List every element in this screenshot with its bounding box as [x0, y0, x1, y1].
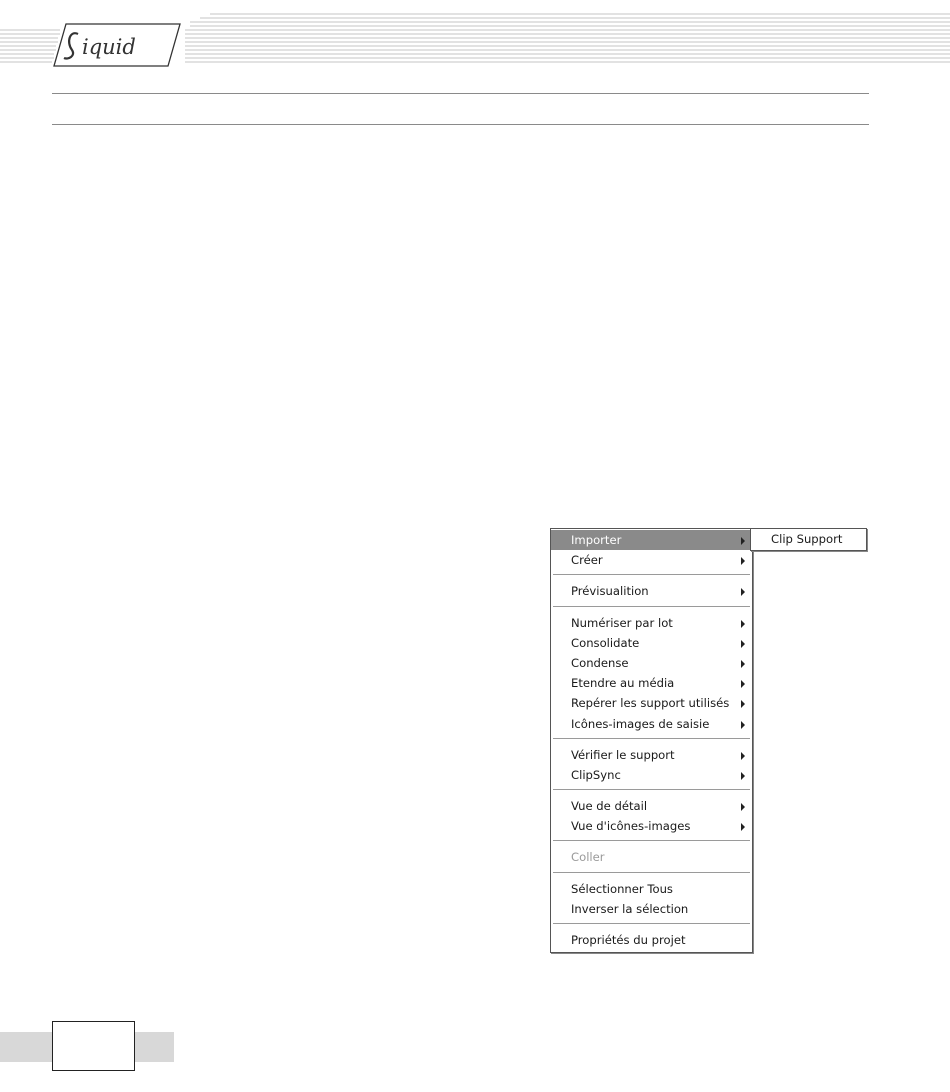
menu-separator [553, 872, 750, 874]
menu-separator [553, 923, 750, 925]
second-rule [52, 124, 869, 125]
menu-separator [553, 738, 750, 740]
menu-item-vue-de-detail[interactable] [551, 796, 752, 816]
menu-item-numeriser-par-lot[interactable] [551, 613, 752, 633]
menu-item-previsualition[interactable] [551, 581, 752, 601]
page-number-box [52, 1021, 135, 1071]
menu-item-consolidate[interactable] [551, 633, 752, 653]
menu-item-coller [551, 847, 752, 867]
importer-submenu [750, 528, 867, 551]
menu-item-icones-images-de-saisie[interactable] [551, 714, 752, 734]
menu-item-label: Consolidate [571, 635, 640, 650]
menu-item-label: Propriétés du projet [571, 933, 686, 947]
logo-wordmark: iquid [82, 35, 136, 59]
menu-item-label: Vérifier le support [571, 747, 675, 762]
menu-item-label: Vue d'icônes-images [571, 819, 691, 834]
submenu-arrow-icon [741, 680, 745, 688]
menu-separator [553, 574, 750, 576]
liquid-logo [52, 20, 182, 70]
context-menu [550, 528, 753, 953]
menu-item-label: ClipSync [571, 767, 621, 782]
submenu-arrow-icon [741, 700, 745, 708]
submenu-arrow-icon [741, 557, 745, 565]
menu-separator [553, 606, 750, 608]
menu-item-label: Icônes-images de saisie [571, 716, 710, 731]
submenu-item-clip-support[interactable]: Clip Support [771, 532, 843, 546]
menu-item-selectionner-tous[interactable] [551, 879, 752, 899]
menu-item-label: Numériser par lot [571, 615, 673, 630]
top-rule [52, 93, 869, 94]
menu-item-label: Etendre au média [571, 676, 675, 691]
menu-item-etendre-au-media[interactable] [551, 673, 752, 693]
menu-item-label: Inverser la sélection [571, 901, 689, 916]
menu-item-label: Repérer les support utilisés [571, 696, 730, 711]
submenu-arrow-icon [741, 660, 745, 668]
menu-separator [553, 789, 750, 791]
menu-item-vue-d-icones-images[interactable] [551, 816, 752, 836]
submenu-arrow-icon [741, 640, 745, 648]
menu-item-label: Sélectionner Tous [571, 881, 673, 896]
submenu-arrow-icon [741, 772, 745, 780]
submenu-arrow-icon [741, 537, 745, 545]
menu-item-label: Prévisualition [571, 584, 649, 599]
menu-separator [553, 840, 750, 842]
menu-item-reperer-les-support-utilises[interactable] [551, 693, 752, 713]
menu-item-label: Vue de détail [571, 799, 648, 814]
submenu-arrow-icon [741, 721, 745, 729]
menu-item-label: Coller [571, 850, 605, 865]
submenu-arrow-icon [741, 752, 745, 760]
menu-item-importer[interactable] [551, 530, 752, 550]
menu-item-inverser-la-selection[interactable] [551, 899, 752, 919]
menu-item-proprietes-du-projet[interactable] [551, 930, 752, 950]
menu-item-clipsync[interactable] [551, 765, 752, 785]
menu-item-label: Condense [571, 655, 629, 670]
logo-graphic [52, 20, 182, 70]
submenu-arrow-icon [741, 823, 745, 831]
menu-item-label: Importer [571, 533, 622, 547]
menu-item-label: Créer [571, 553, 603, 568]
submenu-arrow-icon [741, 803, 745, 811]
menu-item-verifier-le-support[interactable] [551, 745, 752, 765]
menu-item-creer[interactable] [551, 550, 752, 570]
submenu-arrow-icon [741, 620, 745, 628]
menu-item-condense[interactable] [551, 653, 752, 673]
submenu-arrow-icon [741, 588, 745, 596]
